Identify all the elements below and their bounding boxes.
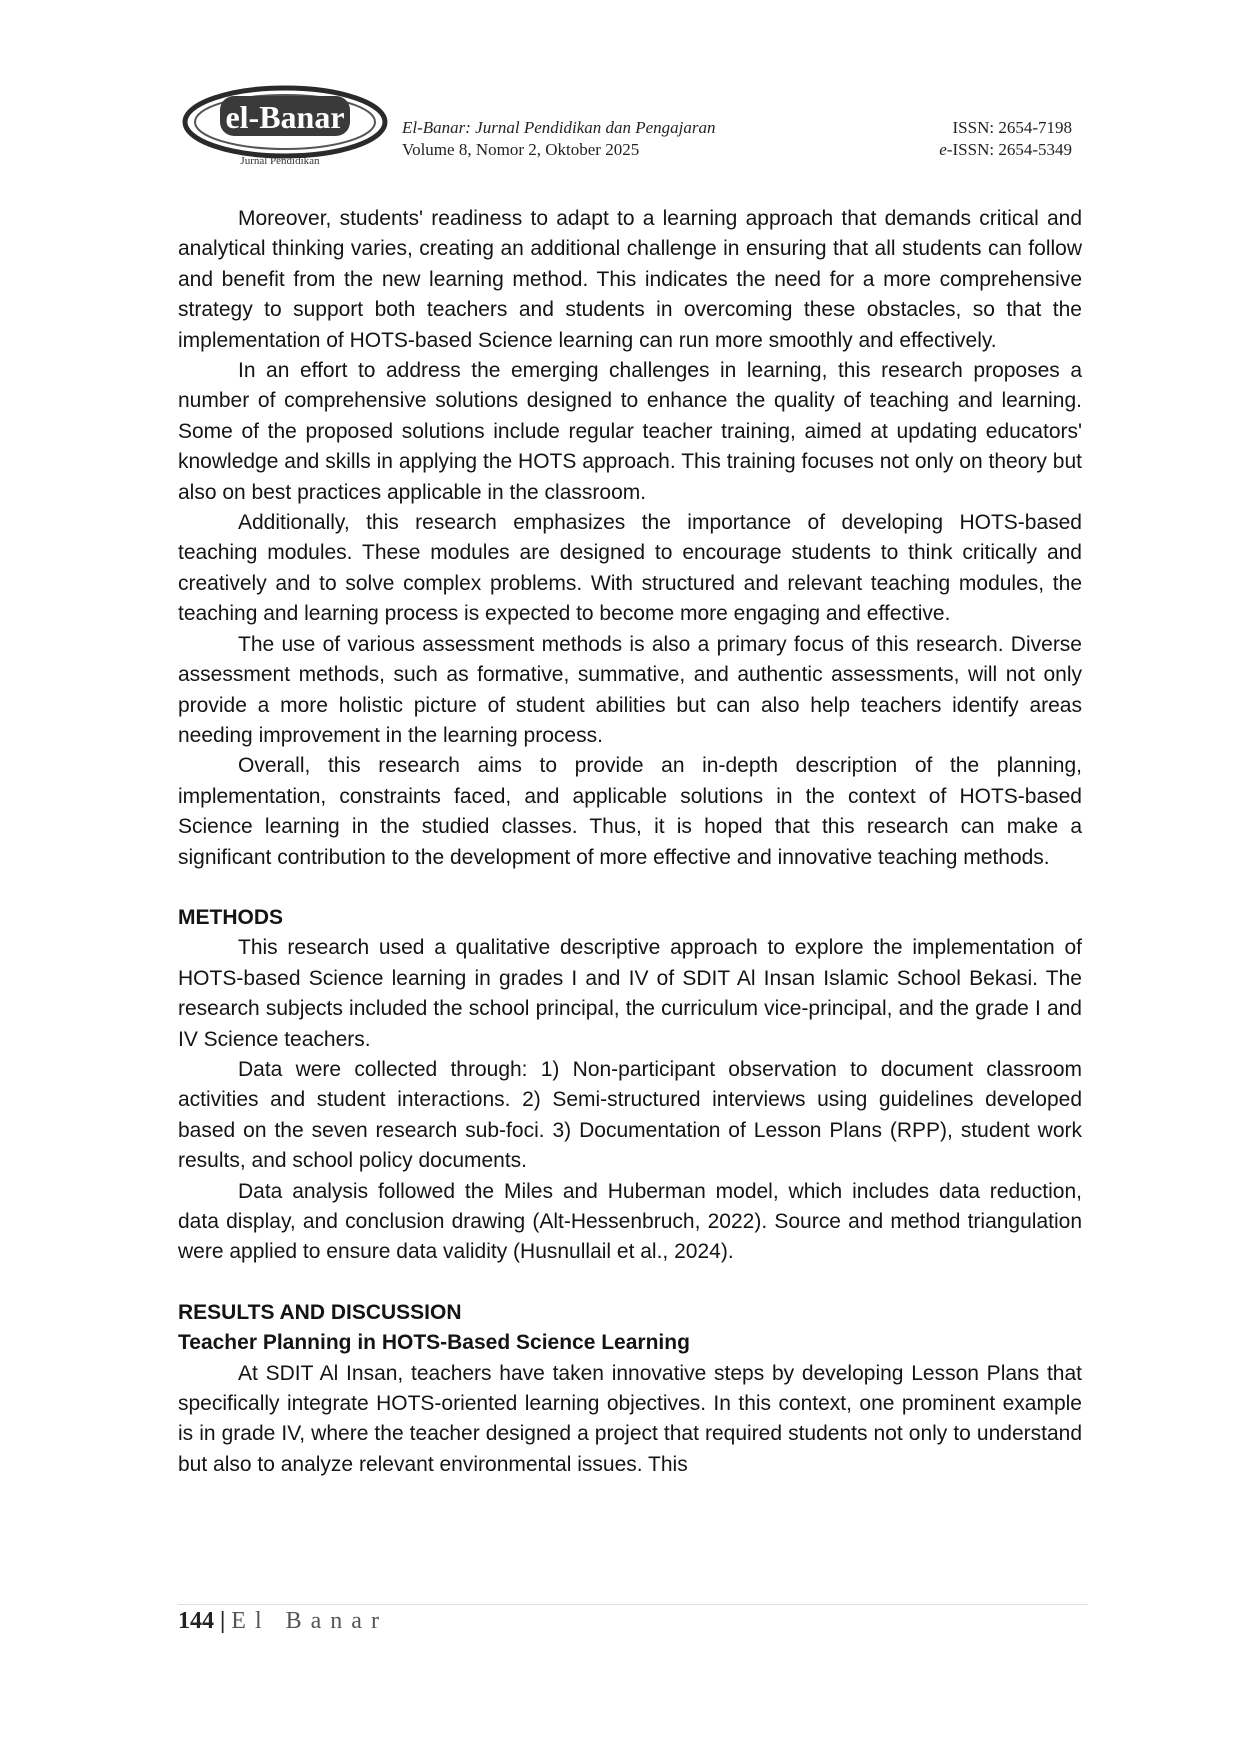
intro-paragraph: Additionally, this research emphasizes the importance of developing HOTS-based teaching modules. These modules are designed to encourage students to think critically and creatively and to solve complex problems. With structured and relevant teaching modules, the teaching and learning process is expected to become more engaging and effective. bbox=[178, 511, 1082, 626]
intro-paragraph: Overall, this research aims to provide an in-depth description of the planning, implementation, constraints faced, and applicable solutions in the context of HOTS-based Science learning in the studied classes. Thus, it is hoped that this research can make a significant contribution to the development of more effective and innovative teaching methods. bbox=[178, 754, 1082, 869]
e-issn-prefix: e bbox=[939, 140, 947, 159]
intro-paragraph: In an effort to address the emerging challenges in learning, this research proposes a number of comprehensive solutions designed to enhance the quality of teaching and learning. Some of the proposed solutions include regular teacher training, aimed at updating educators' knowledge and skills in applying the HOTS approach. This training focuses not only on theory but also on best practices applicable in the classroom. bbox=[178, 359, 1082, 504]
methods-paragraph: Data analysis followed the Miles and Huberman model, which includes data reduction, data display, and conclusion drawing (Alt-Hessenbruch, 2022). Source and method triangulation were applied to ensure data validity (Husnullail et al., 2024). bbox=[178, 1179, 1082, 1264]
results-paragraph: At SDIT Al Insan, teachers have taken innovative steps by developing Lesson Plans that specifically integrate HOTS-oriented learning objectives. In this context, one prominent example is in grade IV, where the teacher designed a project that required students not only to understand but also to analyze relevant environmental issues. This bbox=[178, 1361, 1082, 1476]
page-header bbox=[180, 82, 1080, 172]
issn-block bbox=[939, 117, 1072, 161]
logo-title: el-Banar bbox=[225, 99, 345, 135]
journal-name: El-Banar: Jurnal Pendidikan dan Pengajaran bbox=[402, 118, 716, 137]
journal-logo bbox=[180, 82, 390, 170]
page-footer bbox=[178, 1608, 388, 1635]
methods-paragraph: Data were collected through: 1) Non-participant observation to document classroom activities and student interactions. 2) Semi-structured interviews using guidelines developed based on the seven research sub-foci. 3) Documentation of Lesson Plans (RPP), student work results, and school policy documents. bbox=[178, 1057, 1082, 1173]
results-subheading: Teacher Planning in HOTS-Based Science Learning bbox=[178, 1331, 690, 1355]
page-number: 144 bbox=[178, 1608, 214, 1634]
intro-paragraph: Moreover, students' readiness to adapt to a learning approach that demands critical and analytical thinking varies, creating an additional challenge in ensuring that all students can follow and benefit from the new learning method. This indicates the need for a more comprehensive strategy to support both teachers and students in overcoming these obstacles, so that the implementation of HOTS-based Science learning can run more smoothly and effectively. bbox=[178, 207, 1082, 352]
intro-paragraph: The use of various assessment methods is also a primary focus of this research. Diverse assessment methods, such as formative, summative, and authentic assessments, will not only provide a more holistic picture of student abilities but can also help teachers identify areas needing improvement in the learning process. bbox=[178, 632, 1082, 747]
methods-heading: METHODS bbox=[178, 905, 283, 929]
footer-journal-name: El Banar bbox=[231, 1608, 388, 1634]
section-gap bbox=[178, 873, 1082, 903]
logo-subtitle: Jurnal Pendidikan bbox=[240, 155, 320, 167]
journal-volume: Volume 8, Nomor 2, Oktober 2025 bbox=[402, 140, 640, 159]
journal-info bbox=[402, 117, 716, 161]
methods-paragraph: This research used a qualitative descriptive approach to explore the implementation of HOTS-based Science learning in grades I and IV of SDIT Al Insan Islamic School Bekasi. The research subjects included the school principal, the curriculum vice-principal, and the grade I and IV Science teachers. bbox=[178, 936, 1082, 1051]
e-issn bbox=[939, 139, 1072, 161]
section-gap bbox=[178, 1268, 1082, 1298]
e-issn-number: -ISSN: 2654-5349 bbox=[946, 140, 1072, 159]
article-body bbox=[178, 204, 1082, 1480]
results-heading: RESULTS AND DISCUSSION bbox=[178, 1300, 462, 1324]
issn: ISSN: 2654-7198 bbox=[952, 118, 1072, 137]
footer-separator: | bbox=[214, 1608, 232, 1634]
footer-divider bbox=[178, 1604, 1088, 1605]
